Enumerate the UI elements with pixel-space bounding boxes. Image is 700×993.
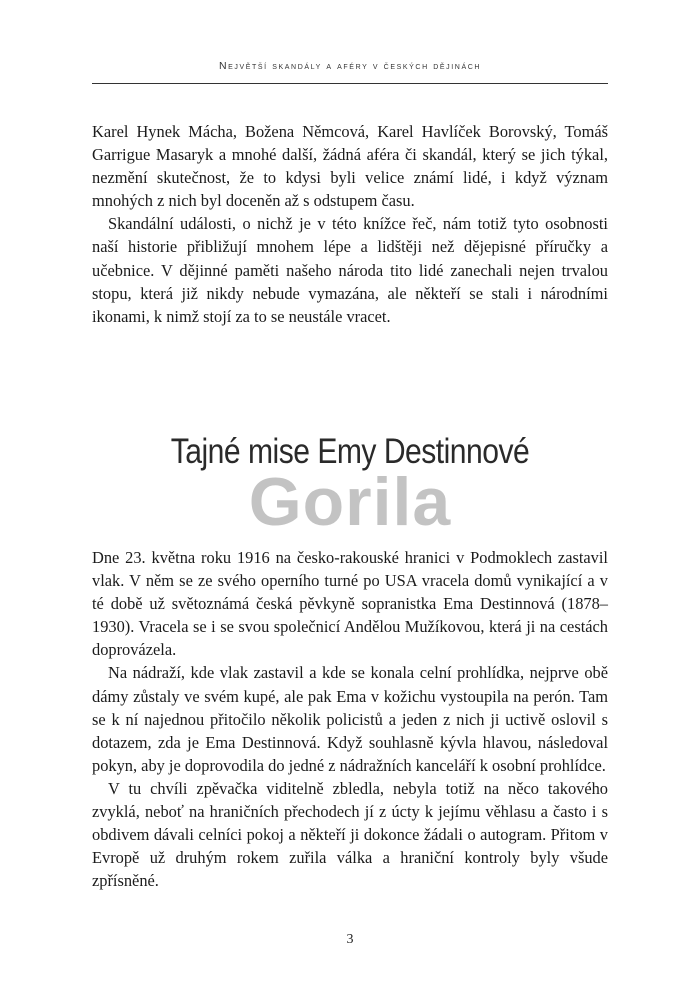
page-number: 3 [346, 932, 354, 947]
header-divider [92, 83, 608, 84]
running-title: Největší skandály a aféry v českých dějinách [218, 60, 482, 72]
intro-section [92, 120, 608, 328]
running-header [92, 60, 608, 72]
chapter-paragraph-2: Na nádraží, kde vlak zastavil a kde se konala celní prohlídka, nejprve obě dámy zůstaly ve svém kupé, ale pak Ema v kožichu vystoupila na perón. Tam se k ní najednou přitočilo několik policistů a jeden z nich ji uctivě oslovil s dotazem, zda je Ema Destinnová. Když souhlasně kývla hlavou, následoval pokyn, aby je doprovodila do jedné z nádražních kanceláří k osobní prohlídce. [92, 663, 608, 775]
publisher-watermark: Gorila [248, 464, 452, 540]
intro-paragraph-1: Karel Hynek Mácha, Božena Němcová, Karel Havlíček Borovský, Tomáš Garrigue Masaryk a mnohé další, žádná aféra či skandál, který se jich týkal, nezmění skutečnost, že to kdysi byli velice známí lidé, i když význam mnohých z nich byl doceněn až s odstupem času. [92, 122, 608, 211]
chapter-body [92, 546, 608, 892]
chapter-paragraph-3: V tu chvíli zpěvačka viditelně zbledla, nebyla totiž na něco takového zvyklá, neboť na hraničních přechodech jí z úcty k jejímu věhlasu a často i s obdivem dávali celníci pokoj a někteří ji dokonce žádali o autogram. Přitom v Evropě už druhým rokem zuřila válka a hraniční kontroly byly všude zpřísněné. [92, 778, 608, 891]
intro-paragraph-2: Skandální události, o nichž je v této knížce řeč, nám totiž tyto osobnosti naší historie přibližují mnohem lépe a lidštěji než dějepisné příručky a učebnice. V dějinné paměti našeho národa tito lidé zanechali nejen trvalou stopu, která již nikdy nebude vymazána, ale někteří se stali i národními ikonami, k nimž stojí za to se neustále vracet. [92, 214, 608, 326]
chapter-title: Tajné mise Emy Destinnové [170, 432, 530, 471]
chapter-paragraph-1: Dne 23. května roku 1916 na česko-rakouské hranici v Podmoklech zastavil vlak. V něm se ze svého operního turné po USA vracela domů vynikající a v té době už světoznámá česká pěvkyně sopranistka Ema Destinnová (1878–1930). Vracela se i se svou společnicí Andělou Mužíkovou, která ji na cestách doprovázela. [92, 548, 608, 660]
